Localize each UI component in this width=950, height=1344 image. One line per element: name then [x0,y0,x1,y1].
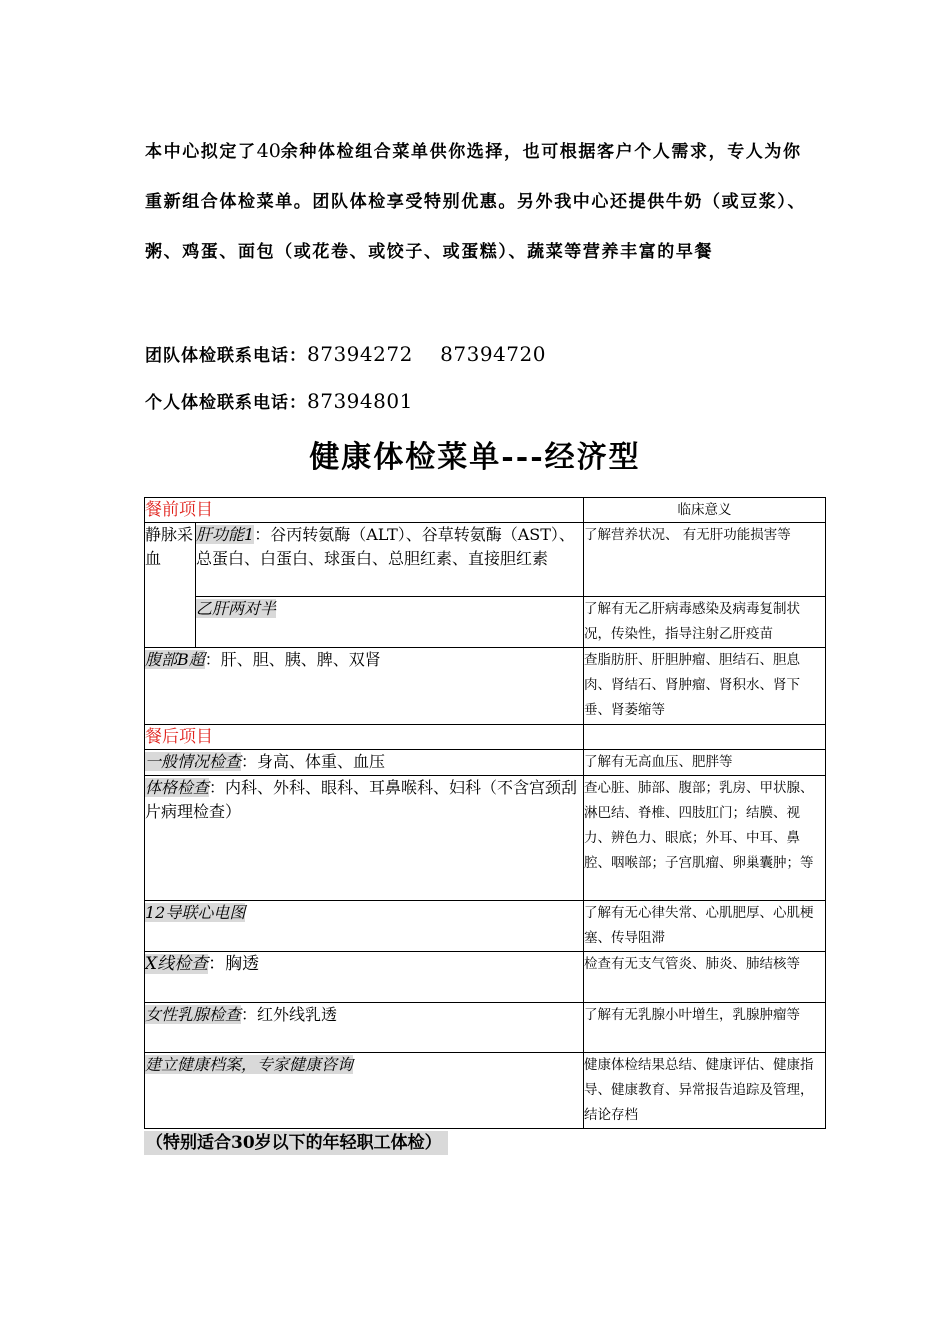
health-archive-item: 建立健康档案，专家健康咨询 [145,1053,584,1129]
team-contact-numbers: 87394272 87394720 [307,342,546,366]
page-title: 健康体检菜单---经济型 [309,440,641,475]
physical-exam-item: 体格检查：内科、外科、眼科、耳鼻喉科、妇科（不含宫颈刮片病理检查） [145,776,584,901]
abdominal-ultrasound-item: 腹部B超：肝、胆、胰、脾、双肾 [145,648,584,725]
abdominal-ultrasound-meaning: 查脂肪肝、肝胆肿瘤、胆结石、胆息肉、肾结石、肾肿瘤、肾积水、肾下垂、肾萎缩等 [584,648,826,725]
footnote: （特别适合30岁以下的年轻职工体检） [144,1131,448,1155]
venous-blood-label: 静脉采血 [145,523,196,648]
post-meal-section-header: 餐后项目 [145,725,584,750]
ecg-meaning: 了解有无心律失常、心肌肥厚、心肌梗塞、传导阻滞 [584,901,826,952]
team-contact [145,338,546,367]
empty-cell [584,725,826,750]
xray-item: X线检查：胸透 [145,952,584,1003]
xray-meaning: 检查有无支气管炎、肺炎、肺结核等 [584,952,826,1003]
breast-exam-item: 女性乳腺检查：红外线乳透 [145,1003,584,1053]
personal-contact-numbers: 87394801 [307,389,413,413]
hepatitis-b-item: 乙肝两对半 [196,597,584,648]
personal-contact-label: 个人体检联系电话： [145,393,307,413]
clinical-meaning-header: 临床意义 [584,498,826,523]
liver-function-meaning: 了解营养状况、 有无肝功能损害等 [584,523,826,597]
personal-contact [145,388,413,413]
hepatitis-b-meaning: 了解有无乙肝病毒感染及病毒复制状况，传染性，指导注射乙肝疫苗 [584,597,826,648]
physical-exam-meaning: 查心脏、肺部、腹部；乳房、甲状腺、淋巴结、脊椎、四肢肛门；结膜、视力、辨色力、眼底；外耳、中耳、鼻腔、咽喉部；子宫肌瘤、卵巢囊肿；等 [584,776,826,901]
ecg-item: 12导联心电图 [145,901,584,952]
health-archive-meaning: 健康体检结果总结、健康评估、健康指导、健康教育、异常报告追踪及管理，结论存档 [584,1053,826,1129]
package-count: 40 [256,140,281,162]
pre-meal-section-header: 餐前项目 [145,498,584,523]
team-contact-label: 团队体检联系电话： [145,346,307,366]
general-exam-meaning: 了解有无高血压、肥胖等 [584,750,826,776]
general-exam-item: 一般情况检查：身高、体重、血压 [145,750,584,776]
breast-exam-meaning: 了解有无乳腺小叶增生，乳腺肿瘤等 [584,1003,826,1053]
checkup-menu-table [144,497,826,1129]
intro-paragraph: 本中心拟定了40余种体检组合菜单供你选择，也可根据客户个人需求，专人为你重新组合体检菜单。团队体检享受特别优惠。另外我中心还提供牛奶（或豆浆）、粥、鸡蛋、面包（或花卷、或饺子、或蛋糕）、蔬菜等营养丰富的早餐 [145,140,807,262]
liver-function-item: 肝功能1：谷丙转氨酶（ALT）、谷草转氨酶（AST）、总蛋白、白蛋白、球蛋白、总胆红素、直接胆红素 [196,523,584,597]
